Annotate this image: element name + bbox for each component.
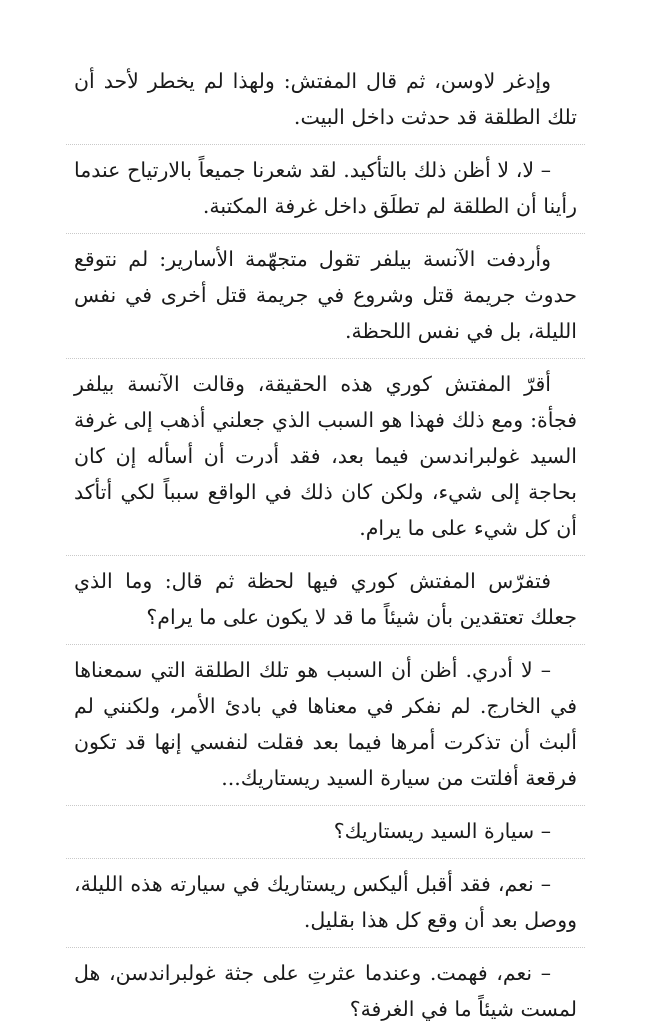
- paragraph-9: – نعم، فهمت. وعندما عثرتِ على جثة غولبراندسن، هل لمست شيئاً ما في الغرفة؟: [74, 961, 577, 1021]
- paragraph-1: وإدغر لاوسن، ثم قال المفتش: ولهذا لم يخطر لأحد أن تلك الطلقة قد حدثت داخل البيت.: [66, 56, 585, 145]
- paragraph-6: – لا أدري. أظن أن السبب هو تلك الطلقة التي سمعناها في الخارج. لم نفكر في معناها في بادئ الأمر، ولكنني لم ألبث أن تذكرت أمرها فيما بعد فقلت لنفسي إنها قد تكون فرقعة أفلتت من سيارة السيد ريستاريك...: [66, 645, 585, 806]
- paragraph-7: – سيارة السيد ريستاريك؟: [66, 806, 585, 859]
- paragraph-5: فتفرّس المفتش كوري فيها لحظة ثم قال: وما الذي جعلك تعتقدين بأن شيئاً ما قد لا يكون على ما يرام؟: [66, 556, 585, 645]
- paragraph-4: أقرّ المفتش كوري هذه الحقيقة، وقالت الآنسة بيلفر فجأة: ومع ذلك فهذا هو السبب الذي جعلني أذهب إلى غرفة السيد غولبراندسن فيما بعد، فقد أدرت أن أسأله إن كان بحاجة إلى شيء، ولكن كان ذلك في الواقع سبباً لكي أتأكد أن كل شيء على ما يرام.: [66, 359, 585, 556]
- paragraph-8: – نعم، فقد أقبل أليكس ريستاريك في سيارته هذه الليلة، ووصل بعد أن وقع كل هذا بقليل.: [66, 859, 585, 948]
- paragraph-2: – لا، لا أظن ذلك بالتأكيد. لقد شعرنا جميعاً بالارتياح عندما رأينا أن الطلقة لم تطلَق داخل غرفة المكتبة.: [66, 145, 585, 234]
- paragraph-3: وأردفت الآنسة بيلفر تقول متجهّمة الأسارير: لم نتوقع حدوث جريمة قتل وشروع في جريمة قتل أخرى في نفس الليلة، بل في نفس اللحظة.: [66, 234, 585, 359]
